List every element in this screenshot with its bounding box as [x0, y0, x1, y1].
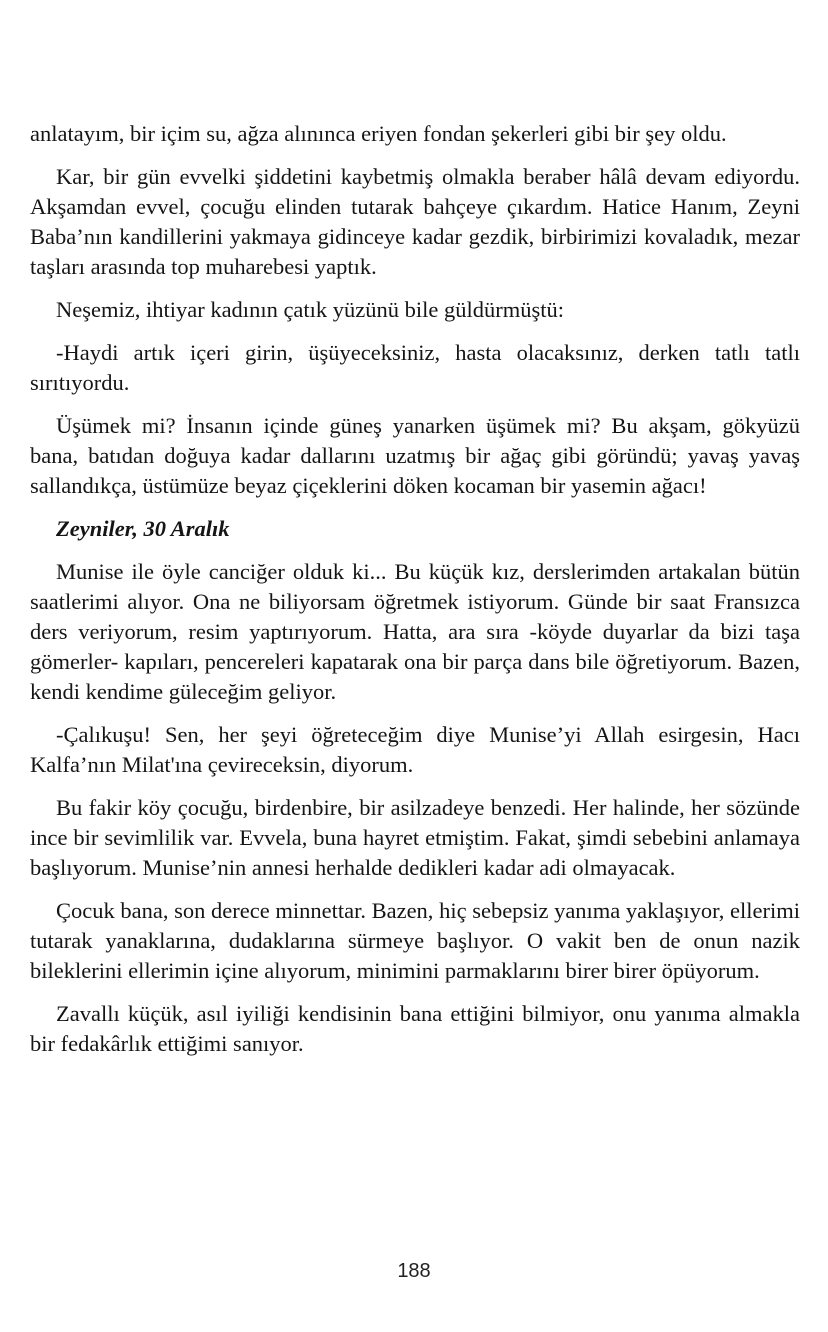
paragraph: Kar, bir gün evvelki şiddetini kaybetmiş olmakla beraber hâlâ devam ediyordu. Akşamdan evvel, çocuğu elinden tutarak bahçeye çıkardım. Hatice Hanım, Zeyni Baba’nın kandillerini yakmaya gidinceye kadar gezdik, birbirimizi kovaladık, mezar taşları arasında top muharebesi yaptık. [30, 164, 800, 279]
paragraph: Çocuk bana, son derece minnettar. Bazen, hiç sebepsiz yanıma yaklaşıyor, ellerimi tutarak yanaklarına, dudaklarına sürmeye başlıyor. O vakit ben de onun nazik bileklerini ellerimin içine alıyorum, minimini parmaklarını birer birer öpüyorum. [30, 898, 800, 983]
paragraph: Zavallı küçük, asıl iyiliği kendisinin bana ettiğini bilmiyor, onu yanıma almakla bir fedakârlık ettiğimi sanıyor. [30, 1001, 800, 1056]
paragraph: Üşümek mi? İnsanın içinde güneş yanarken üşümek mi? Bu akşam, gökyüzü bana, batıdan doğuya kadar dallarını uzatmış bir ağaç gibi göründü; yavaş yavaş sallandıkça, üstümüze beyaz çiçeklerini döken kocaman bir yasemin ağacı! [30, 413, 800, 498]
paragraph: Munise ile öyle canciğer olduk ki... Bu küçük kız, derslerimden artakalan bütün saatlerimi alıyor. Ona ne biliyorsam öğretmek istiyorum. Günde bir saat Fransızca ders veriyorum, resim yaptırıyorum. Hatta, ara sıra -köyde duyarlar da bizi taşa gömerler- kapıları, pencereleri kapatarak ona bir parça dans bile öğretiyorum. Bazen, kendi kendime güleceğim geliyor. [30, 559, 800, 704]
page-number: 188 [397, 1260, 431, 1282]
page-body-text [30, 119, 800, 1072]
paragraph: -Çalıkuşu! Sen, her şeyi öğreteceğim diye Munise’yi Allah esirgesin, Hacı Kalfa’nın Milat'ına çevireceksin, diyorum. [30, 722, 800, 777]
diary-entry-heading: Zeyniler, 30 Aralık [56, 516, 230, 541]
paragraph: -Haydi artık içeri girin, üşüyeceksiniz, hasta olacaksınız, derken tatlı tatlı sırıtıyordu. [30, 340, 800, 395]
paragraph: Bu fakir köy çocuğu, birdenbire, bir asilzadeye benzedi. Her halinde, her sözünde ince bir sevimlilik var. Evvela, buna hayret etmiştim. Fakat, şimdi sebebini anlamaya başlıyorum. Munise’nin annesi herhalde dedikleri kadar adi olmayacak. [30, 795, 800, 880]
paragraph: Neşemiz, ihtiyar kadının çatık yüzünü bile güldürmüştü: [56, 297, 565, 322]
paragraph-continuation: anlatayım, bir içim su, ağza alınınca eriyen fondan şekerleri gibi bir şey oldu. [30, 121, 727, 146]
